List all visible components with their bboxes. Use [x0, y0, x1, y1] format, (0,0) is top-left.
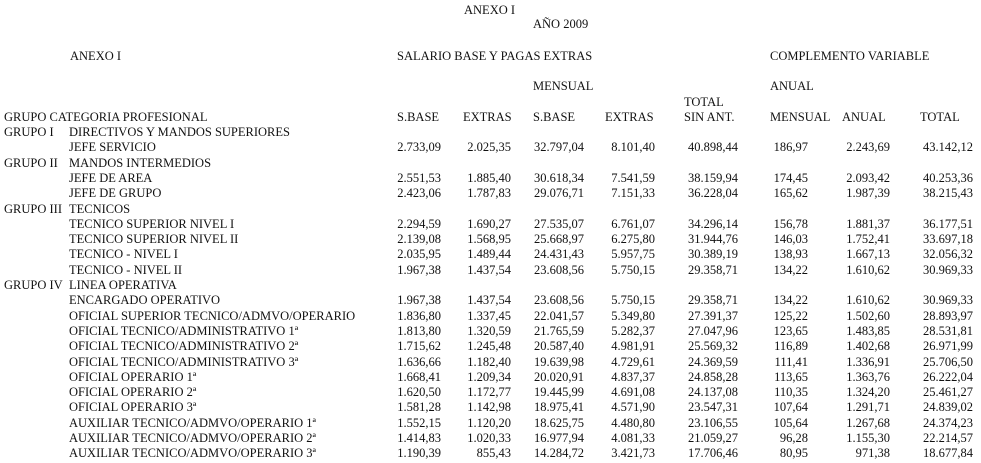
var-mensual-cell: 111,41: [774, 354, 808, 369]
total-cell: 22.214,57: [923, 431, 973, 445]
group-code: GRUPO III: [4, 201, 62, 216]
total-sin-ant-cell: 40.898,44: [688, 140, 738, 155]
category-row: [0, 417, 981, 432]
category-row: [0, 356, 981, 371]
total-cell: 36.177,51: [923, 216, 973, 231]
extras-cell: 855,43: [476, 446, 511, 461]
var-anual-cell: 2.243,69: [846, 140, 890, 155]
category-row: [0, 233, 981, 248]
col-header-sbase-mensual: S.BASE: [533, 110, 576, 124]
sbase-cell: 1.581,28: [397, 400, 441, 415]
sbase-cell: 2.551,53: [397, 170, 441, 185]
total-cell: 18.677,84: [923, 446, 973, 461]
extras-mensual-cell: 4.081,33: [611, 431, 655, 445]
col-header-var-anual: ANUAL: [842, 110, 886, 124]
var-anual-cell: 1.483,85: [846, 323, 890, 338]
extras-mensual-cell: 8.101,40: [611, 140, 655, 155]
extras-cell: 1.437,54: [467, 293, 511, 308]
total-cell: 25.706,50: [923, 354, 973, 369]
extras-mensual-cell: 3.421,73: [611, 446, 655, 461]
category-label: TECNICO SUPERIOR NIVEL II: [69, 232, 239, 247]
extras-cell: 1.437,54: [467, 262, 511, 277]
sbase-cell: 1.668,41: [397, 369, 441, 384]
category-label: OFICIAL OPERARIO 3ª: [69, 400, 197, 415]
total-sin-ant-cell: 23.106,55: [688, 415, 738, 430]
total-cell: 25.461,27: [923, 385, 973, 400]
extras-cell: 1.568,95: [467, 232, 511, 247]
category-row: [0, 371, 981, 386]
var-mensual-cell: 107,64: [773, 400, 808, 415]
sbase-cell: 1.552,15: [397, 415, 441, 430]
var-anual-cell: 1.155,30: [846, 431, 890, 445]
sbase-cell: 1.967,38: [397, 293, 441, 308]
extras-mensual-cell: 4.981,91: [611, 339, 655, 354]
col-header-var-mensual: MENSUAL: [770, 110, 831, 124]
total-sin-ant-cell: 17.706,46: [688, 446, 738, 461]
var-anual-cell: 1.667,13: [846, 247, 890, 262]
var-anual-cell: 1.324,20: [846, 385, 890, 400]
total-cell: 28.893,97: [923, 308, 973, 323]
total-cell: 26.971,99: [923, 339, 973, 354]
total-cell: 24.374,23: [923, 415, 973, 430]
extras-mensual-cell: 5.750,15: [611, 262, 655, 277]
var-anual-cell: 1.402,68: [846, 339, 890, 354]
var-anual-cell: 1.987,39: [846, 186, 890, 201]
anual-subheader: ANUAL: [770, 79, 814, 93]
category-row: [0, 264, 981, 279]
total-cell: 43.142,12: [923, 140, 973, 155]
sbase-mensual-cell: 23.608,56: [534, 293, 584, 308]
var-anual-cell: 1.336,91: [846, 354, 890, 369]
total-header-line1: TOTAL: [684, 95, 724, 109]
category-label: OFICIAL SUPERIOR TECNICO/ADMVO/OPERARIO: [69, 308, 356, 323]
sbase-mensual-cell: 19.639,98: [534, 354, 584, 369]
category-label: OFICIAL TECNICO/ADMINISTRATIVO 1ª: [69, 323, 299, 338]
col-header-sbase: S.BASE: [397, 110, 440, 124]
sbase-mensual-cell: 30.618,34: [534, 170, 584, 185]
total-sin-ant-cell: 24.137,08: [688, 385, 738, 400]
total-cell: 38.215,43: [923, 186, 973, 201]
extras-mensual-cell: 7.541,59: [611, 170, 655, 185]
col-header-total-sin-ant: SIN ANT.: [684, 110, 735, 124]
extras-mensual-cell: 6.275,80: [611, 232, 655, 247]
category-label: ENCARGADO OPERATIVO: [69, 293, 221, 308]
sbase-mensual-cell: 18.625,75: [534, 415, 584, 430]
sbase-cell: 1.414,83: [397, 431, 441, 445]
extras-cell: 1.172,77: [467, 385, 511, 400]
category-label: JEFE SERVICIO: [69, 140, 156, 155]
extras-cell: 1.245,48: [467, 339, 511, 354]
sbase-mensual-cell: 27.535,07: [534, 216, 584, 231]
category-row: [0, 447, 981, 462]
extras-mensual-cell: 5.750,15: [611, 293, 655, 308]
total-cell: 28.531,81: [923, 323, 973, 338]
total-sin-ant-cell: 27.391,37: [688, 308, 738, 323]
complemento-section-header: COMPLEMENTO VARIABLE: [770, 49, 930, 63]
mensual-subheader: MENSUAL: [533, 79, 594, 93]
sbase-mensual-cell: 19.445,99: [534, 385, 584, 400]
category-row: [0, 218, 981, 233]
total-cell: 33.697,18: [923, 232, 973, 247]
category-label: AUXILIAR TECNICO/ADMVO/OPERARIO 2ª: [69, 431, 316, 445]
var-mensual-cell: 165,62: [773, 186, 808, 201]
extras-cell: 1.885,40: [467, 170, 511, 185]
group-row: [0, 126, 981, 141]
extras-cell: 1.489,44: [467, 247, 511, 262]
sbase-cell: 1.967,38: [397, 262, 441, 277]
var-mensual-cell: 105,64: [773, 415, 808, 430]
col-header-total: TOTAL: [920, 110, 960, 124]
group-label: LINEA OPERATIVA: [69, 278, 177, 292]
sbase-cell: 2.294,59: [397, 216, 441, 231]
extras-mensual-cell: 4.480,80: [611, 415, 655, 430]
col-header-extras-mensual: EXTRAS: [605, 110, 654, 124]
total-sin-ant-cell: 34.296,14: [688, 216, 738, 231]
sbase-mensual-cell: 20.020,91: [534, 369, 584, 384]
extras-cell: 1.209,34: [467, 369, 511, 384]
total-sin-ant-cell: 36.228,04: [688, 186, 738, 201]
category-row: [0, 340, 981, 355]
col-header-categoria: GRUPO CATEGORIA PROFESIONAL: [4, 110, 208, 124]
extras-mensual-cell: 5.282,37: [611, 323, 655, 338]
category-row: [0, 187, 981, 202]
category-label: TECNICO - NIVEL I: [69, 247, 178, 262]
var-mensual-cell: 123,65: [773, 323, 808, 338]
sbase-cell: 1.636,66: [397, 354, 441, 369]
extras-mensual-cell: 6.761,07: [611, 216, 655, 231]
category-row: [0, 401, 981, 416]
total-sin-ant-cell: 30.389,19: [688, 247, 738, 262]
extras-cell: 1.320,59: [467, 323, 511, 338]
category-label: AUXILIAR TECNICO/ADMVO/OPERARIO 3ª: [69, 446, 316, 461]
sbase-mensual-cell: 29.076,71: [534, 186, 584, 201]
var-mensual-cell: 156,78: [773, 216, 808, 231]
var-mensual-cell: 96,28: [779, 431, 808, 445]
var-mensual-cell: 110,35: [774, 385, 808, 400]
total-cell: 24.839,02: [923, 400, 973, 415]
category-label: OFICIAL OPERARIO 1ª: [69, 369, 197, 384]
extras-cell: 1.337,45: [467, 308, 511, 323]
extras-mensual-cell: 4.837,37: [611, 369, 655, 384]
extras-cell: 1.020,33: [467, 431, 511, 445]
total-cell: 30.969,33: [923, 262, 973, 277]
category-label: JEFE DE AREA: [69, 170, 153, 185]
category-row: [0, 386, 981, 401]
extras-cell: 1.182,40: [467, 354, 511, 369]
var-mensual-cell: 125,22: [773, 308, 808, 323]
total-sin-ant-cell: 29.358,71: [688, 262, 738, 277]
total-sin-ant-cell: 24.858,28: [688, 369, 738, 384]
group-row: [0, 157, 981, 172]
category-row: [0, 248, 981, 263]
var-mensual-cell: 134,22: [773, 293, 808, 308]
var-anual-cell: 1.291,71: [846, 400, 890, 415]
var-anual-cell: 1.881,37: [846, 216, 890, 231]
col-header-extras: EXTRAS: [463, 110, 512, 124]
sbase-mensual-cell: 22.041,57: [534, 308, 584, 323]
total-sin-ant-cell: 23.547,31: [688, 400, 738, 415]
category-label: JEFE DE GRUPO: [69, 186, 162, 201]
category-label: TECNICO SUPERIOR NIVEL I: [69, 216, 235, 231]
anexo-label: ANEXO I: [70, 49, 122, 63]
extras-mensual-cell: 4.729,61: [611, 354, 655, 369]
extras-mensual-cell: 4.571,90: [611, 400, 655, 415]
total-sin-ant-cell: 25.569,32: [688, 339, 738, 354]
sbase-mensual-cell: 14.284,72: [534, 446, 584, 461]
extras-mensual-cell: 5.349,80: [611, 308, 655, 323]
var-mensual-cell: 116,89: [774, 339, 808, 354]
group-row: [0, 279, 981, 294]
total-sin-ant-cell: 31.944,76: [688, 232, 738, 247]
var-anual-cell: 1.610,62: [846, 262, 890, 277]
var-mensual-cell: 138,93: [773, 247, 808, 262]
var-anual-cell: 1.267,68: [846, 415, 890, 430]
group-code: GRUPO II: [4, 155, 58, 170]
var-anual-cell: 2.093,42: [846, 170, 890, 185]
category-label: OFICIAL TECNICO/ADMINISTRATIVO 3ª: [69, 354, 299, 369]
extras-cell: 2.025,35: [467, 140, 511, 155]
var-mensual-cell: 174,45: [773, 170, 808, 185]
var-mensual-cell: 186,97: [773, 140, 808, 155]
var-mensual-cell: 80,95: [779, 446, 808, 461]
category-row: [0, 310, 981, 325]
sbase-mensual-cell: 18.975,41: [534, 400, 584, 415]
sbase-cell: 2.733,09: [397, 140, 441, 155]
category-label: OFICIAL TECNICO/ADMINISTRATIVO 2ª: [69, 339, 299, 354]
var-anual-cell: 1.502,60: [846, 308, 890, 323]
sbase-cell: 2.035,95: [397, 247, 441, 262]
var-anual-cell: 971,38: [855, 446, 890, 461]
total-cell: 32.056,32: [923, 247, 973, 262]
category-label: TECNICO - NIVEL II: [69, 262, 183, 277]
sbase-cell: 1.836,80: [397, 308, 441, 323]
extras-cell: 1.787,83: [467, 186, 511, 201]
sbase-mensual-cell: 32.797,04: [534, 140, 584, 155]
group-label: TECNICOS: [69, 201, 131, 216]
group-code: GRUPO IV: [4, 278, 63, 292]
var-mensual-cell: 146,03: [773, 232, 808, 247]
total-sin-ant-cell: 27.047,96: [688, 323, 738, 338]
var-anual-cell: 1.752,41: [846, 232, 890, 247]
extras-mensual-cell: 5.957,75: [611, 247, 655, 262]
extras-mensual-cell: 4.691,08: [611, 385, 655, 400]
category-label: OFICIAL OPERARIO 2ª: [69, 385, 197, 400]
var-anual-cell: 1.363,76: [846, 369, 890, 384]
var-mensual-cell: 134,22: [773, 262, 808, 277]
category-row: [0, 141, 981, 156]
category-row: [0, 325, 981, 340]
var-mensual-cell: 113,65: [774, 369, 808, 384]
group-row: [0, 203, 981, 218]
extras-mensual-cell: 7.151,33: [611, 186, 655, 201]
category-label: AUXILIAR TECNICO/ADMVO/OPERARIO 1ª: [69, 415, 316, 430]
extras-cell: 1.120,20: [467, 415, 511, 430]
group-label: DIRECTIVOS Y MANDOS SUPERIORES: [69, 125, 290, 139]
var-anual-cell: 1.610,62: [846, 293, 890, 308]
salario-section-header: SALARIO BASE Y PAGAS EXTRAS: [397, 49, 593, 63]
category-row: [0, 294, 981, 309]
extras-cell: 1.690,27: [467, 216, 511, 231]
sbase-mensual-cell: 16.977,94: [534, 431, 584, 445]
sbase-mensual-cell: 21.765,59: [534, 323, 584, 338]
category-row: [0, 432, 981, 447]
sbase-cell: 2.423,06: [397, 186, 441, 201]
sbase-mensual-cell: 25.668,97: [534, 232, 584, 247]
document-title: ANEXO I: [464, 3, 516, 17]
sbase-cell: 1.620,50: [397, 385, 441, 400]
total-cell: 26.222,04: [923, 369, 973, 384]
total-cell: 40.253,36: [923, 170, 973, 185]
total-sin-ant-cell: 21.059,27: [688, 431, 738, 445]
total-sin-ant-cell: 29.358,71: [688, 293, 738, 308]
sbase-cell: 2.139,08: [397, 232, 441, 247]
sbase-mensual-cell: 24.431,43: [534, 247, 584, 262]
document-year: AÑO 2009: [533, 17, 589, 31]
total-sin-ant-cell: 38.159,94: [688, 170, 738, 185]
category-row: [0, 172, 981, 187]
sbase-mensual-cell: 23.608,56: [534, 262, 584, 277]
sbase-cell: 1.813,80: [397, 323, 441, 338]
sbase-cell: 1.715,62: [397, 339, 441, 354]
total-cell: 30.969,33: [923, 293, 973, 308]
group-label: MANDOS INTERMEDIOS: [69, 155, 212, 170]
total-sin-ant-cell: 24.369,59: [688, 354, 738, 369]
group-code: GRUPO I: [4, 125, 54, 139]
extras-cell: 1.142,98: [467, 400, 511, 415]
sbase-cell: 1.190,39: [397, 446, 441, 461]
sbase-mensual-cell: 20.587,40: [534, 339, 584, 354]
